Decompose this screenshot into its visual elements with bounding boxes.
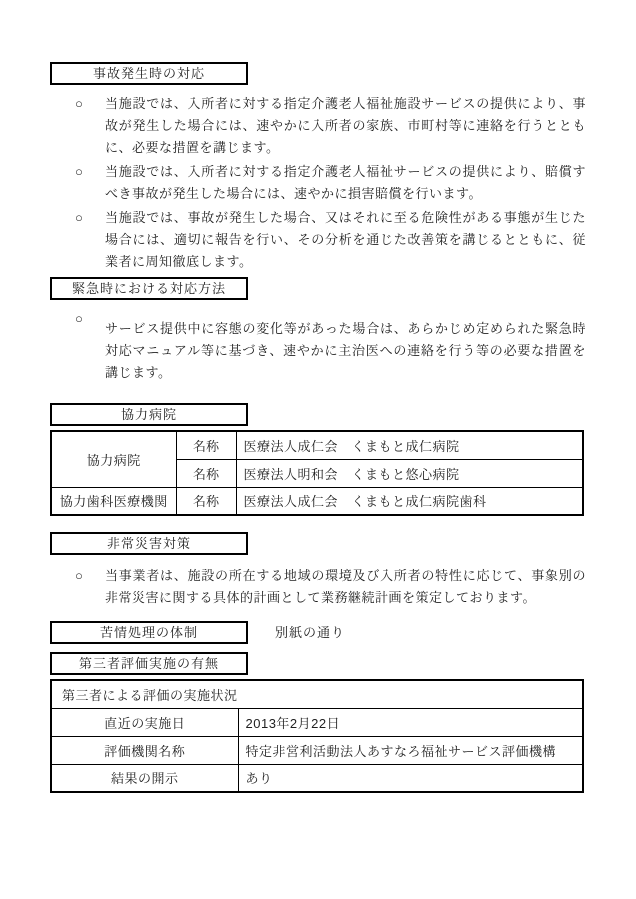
hospital-group-label: 協力歯科医療機関 — [51, 487, 176, 515]
bullet-item — [50, 207, 586, 273]
accident-bullet-list — [50, 93, 586, 273]
table-row — [51, 736, 583, 764]
table-row — [51, 764, 583, 792]
section-heading-complaint-handling: 苦情処理の体制 — [50, 621, 248, 644]
table-row — [51, 680, 583, 708]
bullet-item — [50, 161, 586, 205]
section-heading-accident-response: 事故発生時の対応 — [50, 62, 248, 85]
hospital-group-label: 協力病院 — [51, 431, 176, 487]
circle-bullet-icon: ○ — [75, 96, 83, 111]
row-label: 結果の開示 — [51, 764, 238, 792]
row-value: 特定非営利活動法人あすなろ福祉サービス評価機構 — [238, 736, 583, 764]
circle-bullet-icon: ○ — [75, 311, 83, 326]
row-label: 評価機関名称 — [51, 736, 238, 764]
emergency-bullet-list — [50, 311, 586, 384]
circle-bullet-icon: ○ — [75, 164, 83, 179]
bullet-paragraph: サービス提供中に容態の変化等があった場合は、あらかじめ定められた緊急時対応マニュアル等に基づき、速やかに主治医への連絡を行う等の必要な措置を講じます。 — [105, 321, 586, 380]
hospital-name: 医療法人成仁会 くまもと成仁病院歯科 — [236, 487, 583, 515]
circle-bullet-icon: ○ — [75, 210, 83, 225]
complaint-note-text: 別紙の通り — [275, 625, 346, 640]
row-value: 2013年2月22日 — [238, 708, 583, 736]
field-label: 名称 — [176, 487, 236, 515]
section-heading-third-party-evaluation: 第三者評価実施の有無 — [50, 652, 248, 675]
section-heading-emergency-response: 緊急時における対応方法 — [50, 277, 248, 300]
evaluation-table-caption: 第三者による評価の実施状況 — [51, 680, 583, 708]
bullet-paragraph: 当施設では、入所者に対する指定介護老人福祉サービスの提供により、賠償すべき事故が発生した場合には、速やかに損害賠償を行います。 — [105, 164, 586, 201]
bullet-item — [50, 565, 586, 609]
bullet-paragraph: 当事業者は、施設の所在する地域の環境及び入所者の特性に応じて、事象別の非常災害に関する具体的計画として業務継続計画を策定しております。 — [105, 568, 586, 605]
table-row — [51, 708, 583, 736]
disaster-bullet-list — [50, 565, 586, 609]
complaints-row — [50, 621, 586, 644]
section-heading-disaster-countermeasures: 非常災害対策 — [50, 532, 248, 555]
row-label: 直近の実施日 — [51, 708, 238, 736]
circle-bullet-icon: ○ — [75, 568, 83, 583]
table-row — [51, 487, 583, 515]
cooperating-hospitals-table — [50, 430, 584, 516]
bullet-item — [50, 93, 586, 159]
table-row — [51, 431, 583, 459]
field-label: 名称 — [176, 459, 236, 487]
field-label: 名称 — [176, 431, 236, 459]
row-value: あり — [238, 764, 583, 792]
third-party-evaluation-table — [50, 679, 584, 793]
bullet-paragraph: 当施設では、事故が発生した場合、又はそれに至る危険性がある事態が生じた場合には、適切に報告を行い、その分析を通じた改善策を講じるとともに、従業者に周知徹底します。 — [105, 210, 586, 269]
bullet-paragraph: 当施設では、入所者に対する指定介護老人福祉施設サービスの提供により、事故が発生した場合には、速やかに入所者の家族、市町村等に連絡を行うとともに、必要な措置を講じます。 — [105, 96, 586, 155]
section-heading-cooperating-hospitals: 協力病院 — [50, 403, 248, 426]
hospital-name: 医療法人明和会 くまもと悠心病院 — [236, 459, 583, 487]
hospital-name: 医療法人成仁会 くまもと成仁病院 — [236, 431, 583, 459]
bullet-item — [50, 311, 586, 384]
